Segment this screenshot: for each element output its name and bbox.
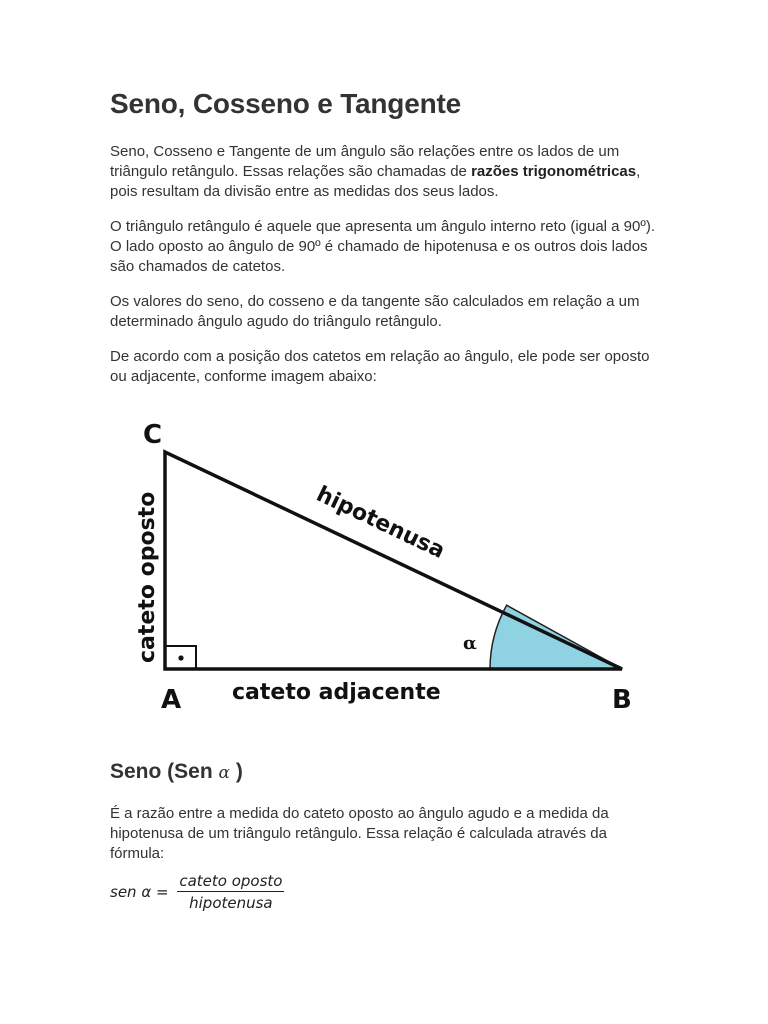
vertex-c-label: C: [143, 420, 163, 450]
angle-paragraph: Os valores do seno, do cosseno e da tangente são calculados em relação a um determinado ângulo agudo do triângulo retângulo.: [110, 293, 640, 330]
seno-paragraph: É a razão entre a medida do cateto oposto ao ângulo agudo e a medida da hipotenusa de um triângulo retângulo. Essa relação é calculada através da fórmula:: [110, 805, 609, 862]
seno-formula: [110, 872, 284, 916]
right-triangle-paragraph: O triângulo retângulo é aquele que apresenta um ângulo interno reto (igual a 90º). O lado oposto ao ângulo de 90º é chamado de hipotenusa e os outros dois lados são chamados de catetos.: [110, 218, 656, 275]
intro-paragraph: [110, 142, 655, 202]
seno-heading-close: ): [230, 760, 243, 783]
formula-fraction: [177, 872, 284, 912]
right-triangle: [165, 452, 622, 669]
angle-alpha-label: α: [463, 633, 477, 654]
right-angle-dot: [178, 655, 183, 660]
page-title: Seno, Cosseno e Tangente: [110, 88, 461, 119]
seno-heading-alpha: α: [218, 763, 231, 783]
formula-numerator: cateto oposto: [179, 872, 283, 890]
intro-text-end: , pois resultam da divisão entre as medidas dos seus lados.: [110, 163, 641, 200]
adjacent-side-label: cateto adjacente: [232, 680, 441, 705]
intro-text-start: Seno, Cosseno e Tangente de um ângulo são relações entre os lados de um triângulo retângulo. Essas relações são chamadas de: [110, 143, 620, 180]
vertex-b-label: B: [612, 685, 632, 715]
triangle-diagram: [120, 405, 660, 725]
opposite-side-label: cateto oposto: [135, 491, 160, 663]
seno-heading: [110, 760, 243, 784]
hypotenuse-label: hipotenusa: [312, 481, 449, 564]
formula-lhs: sen α =: [110, 883, 169, 901]
formula-denominator: hipotenusa: [189, 894, 273, 912]
seno-heading-text: Seno (Sen: [110, 760, 219, 783]
intro-bold-term: razões trigonométricas: [471, 163, 637, 180]
catetos-paragraph: De acordo com a posição dos catetos em relação ao ângulo, ele pode ser oposto ou adjacente, conforme imagem abaixo:: [110, 348, 650, 385]
triangle-figure: [120, 405, 660, 725]
vertex-a-label: A: [161, 685, 182, 715]
